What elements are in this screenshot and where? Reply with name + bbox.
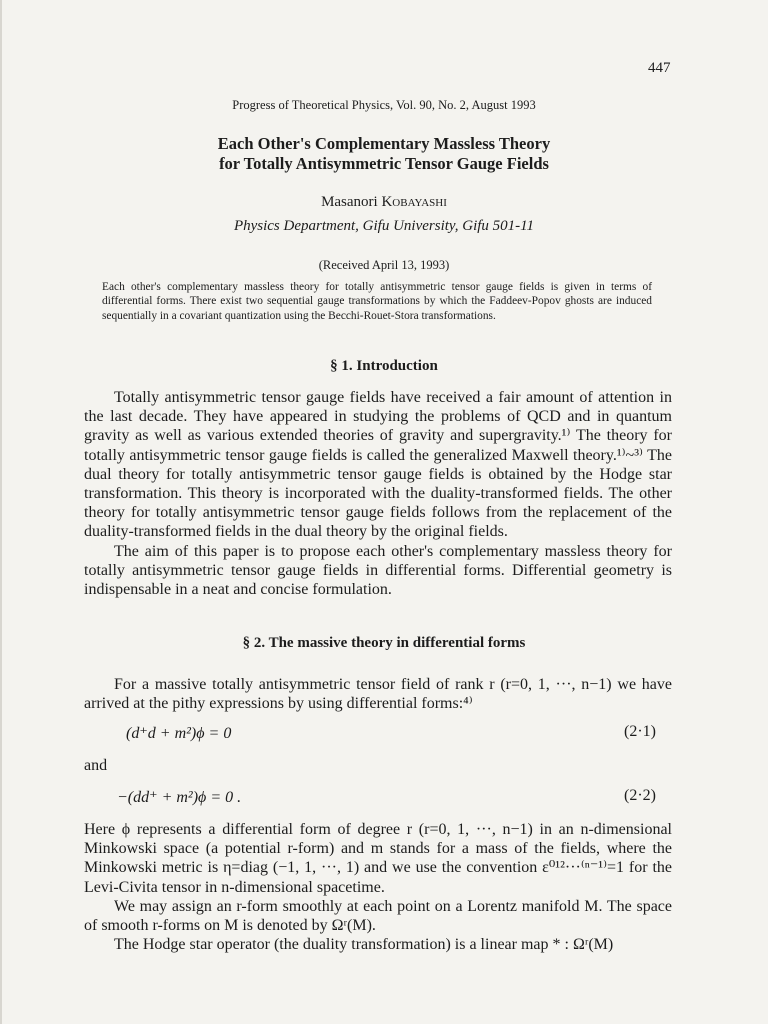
section-2-intro <box>84 675 672 713</box>
and-connector: and <box>84 757 108 774</box>
equation-2-1-number: (2·1) <box>624 723 656 740</box>
title-line-1: Each Other's Complementary Massless Theory <box>217 134 551 153</box>
author-first-name: Masanori <box>321 194 378 210</box>
received-date: (Received April 13, 1993) <box>318 258 450 272</box>
section-1-heading: § 1. Introduction <box>330 358 438 374</box>
author <box>0 194 768 211</box>
journal-line: Progress of Theoretical Physics, Vol. 90, No. 2, August 1993 <box>232 98 536 112</box>
section-1-paragraph-1: Totally antisymmetric tensor gauge fields have received a fair amount of attention in the last decade. They have appeared in studying the problems of QCD and in quantum gravity as well as various extended theories of gravity and supergravity.¹⁾ The theory for totally antisymmetric tensor gauge fields is called the generalized Maxwell theory.¹⁾~³⁾ The dual theory for totally antisymmetric tensor gauge fields is obtained by the Hodge star transformation. This theory is incorporated with the duality-transformed fields. The other theory for totally antisymmetric tensor gauge fields follows from the replacement of the duality-transformed fields in the dual theory by the original fields. <box>84 389 672 541</box>
section-2-paragraph-2: Here ϕ represents a differential form of degree r (r=0, 1, ···, n−1) in an n-dimensional Minkowski space (a potential r-form) and m stands for a mass of the fields, where the Minkowski metric is η=diag (−1, 1, ···, 1) and we use the convention ε⁰¹²···⁽ⁿ⁻¹⁾=1 for the Levi-Civita tensor in n-dimensional spacetime. <box>84 821 672 896</box>
section-1-body <box>84 388 672 599</box>
section-1-paragraph-2: The aim of this paper is to propose each other's complementary massless theory for totally antisymmetric tensor gauge fields in differential forms. Differential geometry is indispensable in a neat and concise formulation. <box>84 542 672 599</box>
paper-title <box>0 134 768 174</box>
equation-2-2-number: (2·2) <box>624 787 656 804</box>
section-2-paragraph-4: The Hodge star operator (the duality transformation) is a linear map * : Ωʳ(M) <box>114 936 614 954</box>
section-2-paragraph-3: We may assign an r-form smoothly at each point on a Lorentz manifold M. The space of smooth r-forms on M is denoted by Ωʳ(M). <box>84 897 672 935</box>
abstract: Each other's complementary massless theory for totally antisymmetric tensor gauge fields is given in terms of differential forms. There exist two sequential gauge transformations by which the Faddeev-Popov ghosts are induced sequentially in a covariant quantization using the Becchi-Rouet-Stora transformations. <box>102 281 652 322</box>
title-line-2: for Totally Antisymmetric Tensor Gauge Fields <box>219 154 549 173</box>
section-2-heading: § 2. The massive theory in differential forms <box>242 635 526 651</box>
section-2-body <box>84 820 672 954</box>
affiliation: Physics Department, Gifu University, Gifu 501-11 <box>233 218 535 234</box>
author-last-name: Kobayashi <box>381 194 447 210</box>
page-number: 447 <box>648 60 671 76</box>
equation-2-2: −(dd⁺ + m²)ϕ = 0 . <box>117 789 242 806</box>
section-2-paragraph-1: For a massive totally antisymmetric tensor field of rank r (r=0, 1, ···, n−1) we have arrived at the pithy expressions by using differential forms:⁴⁾ <box>84 676 672 713</box>
equation-2-1: (d⁺d + m²)ϕ = 0 <box>126 725 232 742</box>
